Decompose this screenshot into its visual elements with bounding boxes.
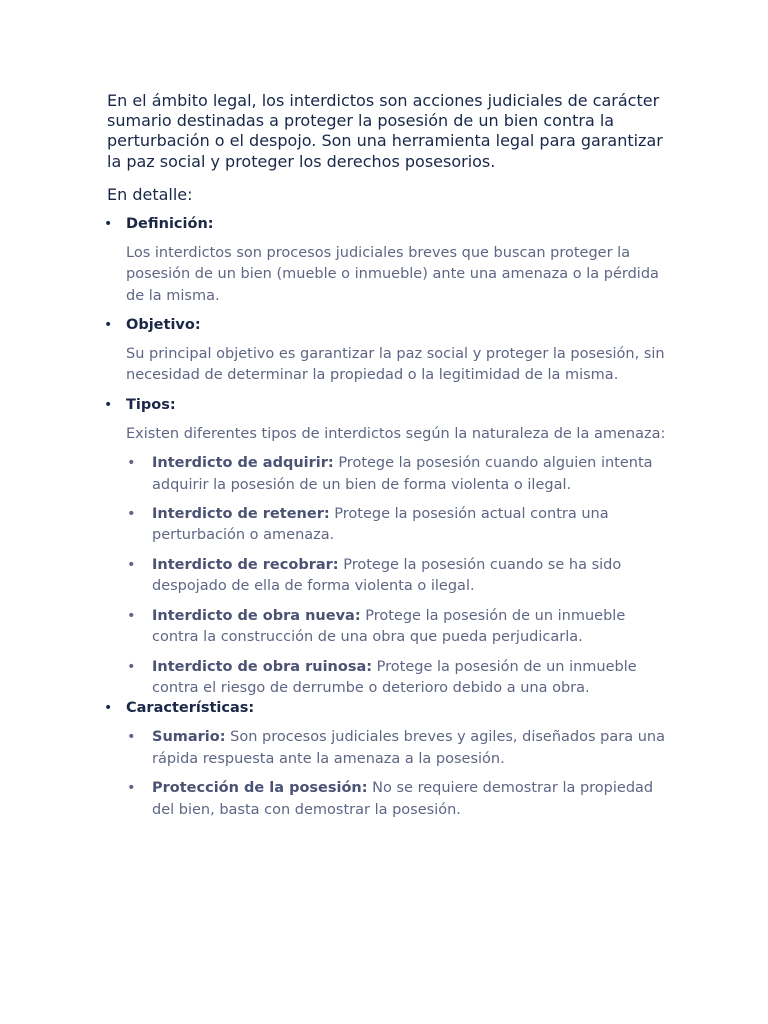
list-item	[107, 657, 667, 700]
topic-item-tipos	[104, 395, 667, 699]
intro-paragraph: En el ámbito legal, los interdictos son acciones judiciales de carácter sumario destinadas a proteger la posesión de un bien contra la perturbación o el despojo. Son una herramienta legal para garantizar la paz social y proteger los derechos posesorios.	[107, 91, 663, 171]
topic-label: Definición:	[126, 215, 214, 232]
list-item-term: Interdicto de retener:	[152, 506, 330, 523]
document-page	[104, 91, 667, 821]
list-item	[107, 504, 667, 547]
list-item-term: Protección de la posesión:	[152, 780, 368, 797]
list-item-term: Sumario:	[152, 729, 226, 746]
list-item-term: Interdicto de adquirir:	[152, 455, 334, 472]
bullet-icon: •	[127, 729, 136, 746]
list-item-text: Protege la posesión cuando se ha sido despojado de ella de forma violenta o ilegal.	[152, 556, 622, 595]
bullet-icon: •	[104, 700, 113, 717]
caracteristicas-sublist	[107, 727, 667, 821]
list-item-text: No se requiere demostrar la propiedad del bien, basta con demostrar la posesión.	[152, 780, 654, 818]
list-item-text: Son procesos judiciales breves y agiles, diseñados para una rápida respuesta ante la amenaza a la posesión.	[152, 729, 665, 767]
bullet-icon: •	[104, 215, 113, 232]
topic-description: Su principal objetivo es garantizar la paz social y proteger la posesión, sin necesidad de determinar la propiedad o la legitimidad de la misma.	[126, 346, 665, 384]
topic-item-objetivo	[104, 315, 667, 387]
list-item	[107, 555, 667, 598]
topic-item-caracteristicas	[104, 698, 667, 821]
bullet-icon: •	[127, 607, 136, 624]
detail-heading: En detalle:	[107, 184, 193, 204]
list-item-text: Protege la posesión de un inmueble contra la construcción de una obra que pueda perjudicarla.	[152, 607, 626, 646]
topic-label: Objetivo:	[126, 317, 201, 334]
bullet-icon: •	[127, 506, 136, 523]
list-item	[107, 606, 667, 649]
bullet-icon: •	[104, 396, 113, 413]
list-item-text: Protege la posesión cuando alguien intenta adquirir la posesión de un bien de forma violenta o ilegal.	[152, 455, 653, 493]
bullet-icon: •	[104, 317, 113, 334]
bullet-icon: •	[127, 658, 136, 675]
bullet-icon: •	[127, 780, 136, 797]
topic-item-definicion	[104, 214, 667, 307]
topic-list	[104, 214, 667, 821]
list-item-term: Interdicto de obra ruinosa:	[152, 658, 373, 675]
list-item-term: Interdicto de recobrar:	[152, 556, 339, 573]
list-item-text: Protege la posesión de un inmueble contra el riesgo de derrumbe o deterioro debido a una obra.	[152, 658, 637, 696]
topic-description: Los interdictos son procesos judiciales breves que buscan proteger la posesión de un bien (mueble o inmueble) ante una amenaza o la pérdida de la misma.	[126, 244, 659, 304]
list-item	[107, 727, 667, 770]
bullet-icon: •	[127, 455, 136, 472]
tipos-sublist	[107, 453, 667, 699]
list-item	[107, 453, 667, 496]
list-item-text: Protege la posesión actual contra una perturbación o amenaza.	[152, 506, 609, 544]
topic-description: Existen diferentes tipos de interdictos según la naturaleza de la amenaza:	[126, 425, 666, 442]
topic-label: Características:	[126, 700, 255, 717]
list-item-term: Interdicto de obra nueva:	[152, 607, 361, 624]
topic-label: Tipos:	[126, 396, 176, 413]
list-item	[107, 778, 667, 821]
bullet-icon: •	[127, 556, 136, 573]
